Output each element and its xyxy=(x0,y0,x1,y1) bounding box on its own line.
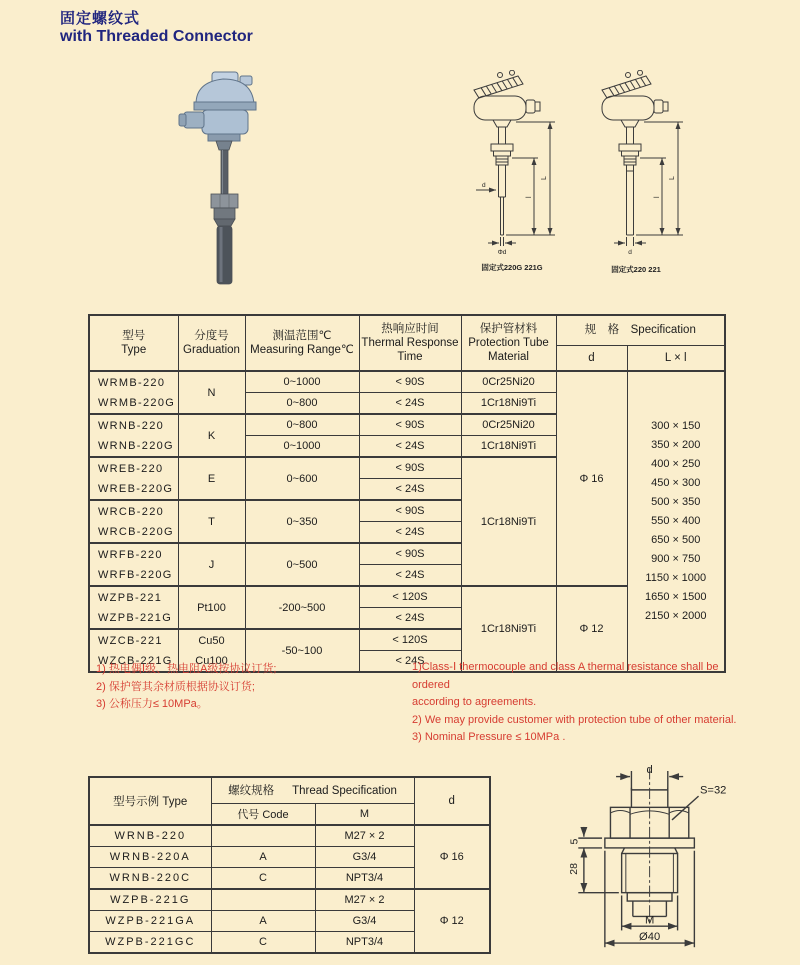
cell-type: WRNB-220 xyxy=(89,825,211,847)
cell-m: NPT3/4 xyxy=(315,868,414,890)
col-header-material: 保护管材料 Protection Tube Material xyxy=(461,315,556,371)
dim-label-d-left: d xyxy=(482,182,486,189)
cell-m: M27 × 2 xyxy=(315,889,414,911)
cell-graduation: N xyxy=(178,371,245,414)
cell-code xyxy=(211,889,315,911)
cell-range: -200~500 xyxy=(245,586,359,629)
col-header-graduation: 分度号 Graduation xyxy=(178,315,245,371)
cell-graduation: J xyxy=(178,543,245,586)
cell-type: WRCB-220 WRCB-220G xyxy=(89,500,178,543)
drawing-uniform-probe xyxy=(602,70,683,246)
col-header-d: d xyxy=(414,777,490,825)
dim-label-28: 28 xyxy=(568,863,580,875)
cell-time: < 90S xyxy=(359,414,461,436)
cell-m: G3/4 xyxy=(315,847,414,868)
cell-range: 0~500 xyxy=(245,543,359,586)
cell-diameter: Φ 16 xyxy=(556,371,627,586)
cell-m: NPT3/4 xyxy=(315,932,414,954)
col-header-lxl: L × l xyxy=(627,345,725,371)
table-row xyxy=(89,889,490,911)
dim-label-L-left: L xyxy=(541,176,548,180)
cell-range: 0~1000 xyxy=(245,371,359,393)
col-header-m: M xyxy=(315,803,414,825)
dim-label-dia40: Ø40 xyxy=(639,931,661,944)
cell-material: 1Cr18Ni9Ti xyxy=(461,586,556,672)
cell-material: 0Cr25Ni20 xyxy=(461,414,556,436)
cell-range: 0~350 xyxy=(245,500,359,543)
dim-label-tip-left: Φd xyxy=(497,249,507,256)
table-row xyxy=(89,825,490,847)
cell-type: WZPB-221G xyxy=(89,889,211,911)
note-line: 2) 保护管其余材质根据协议订货; xyxy=(96,680,255,693)
cell-graduation: T xyxy=(178,500,245,543)
dim-label-l-right: l xyxy=(654,196,661,198)
cell-type: WRNB-220C xyxy=(89,868,211,890)
cell-code: A xyxy=(211,847,315,868)
table-row xyxy=(89,371,725,393)
cell-code xyxy=(211,825,315,847)
dim-label-tip-right: d xyxy=(628,249,632,256)
note-line: 1)Class-Ⅰ thermocouple and class A thermal resistance shall be ordered xyxy=(412,661,719,691)
cell-material: 0Cr25Ni20 xyxy=(461,371,556,393)
cell-time: < 120S xyxy=(359,586,461,608)
col-header-specification: 规 格 Specification xyxy=(556,315,725,345)
cell-range: 0~600 xyxy=(245,457,359,500)
col-header-d: d xyxy=(556,345,627,371)
cell-range: -50~100 xyxy=(245,629,359,672)
cell-type: WZPB-221GA xyxy=(89,911,211,932)
note-line: 3) 公称压力≤ 10MPa。 xyxy=(96,698,208,710)
cell-graduation: K xyxy=(178,414,245,457)
dim-label-L-right: L xyxy=(669,176,676,180)
col-header-response-time: 热响应时间 Thermal Response Time xyxy=(359,315,461,371)
cell-m: M27 × 2 xyxy=(315,825,414,847)
cell-range: 0~1000 xyxy=(245,436,359,458)
cell-graduation: Pt100 xyxy=(178,586,245,629)
dim-label-d: d xyxy=(646,764,653,777)
cell-code: A xyxy=(211,911,315,932)
cell-time: < 90S xyxy=(359,457,461,479)
cell-time: < 24S xyxy=(359,393,461,415)
connector-dimension-drawing xyxy=(560,757,770,957)
drawing-caption-left: 固定式220G 221G xyxy=(481,263,543,272)
cell-range: 0~800 xyxy=(245,414,359,436)
cell-time: < 24S xyxy=(359,651,461,673)
notes-chinese xyxy=(96,661,406,714)
cell-type: WZPB-221 WZPB-221G xyxy=(89,586,178,629)
dim-label-l-left: l xyxy=(526,196,533,198)
header-row xyxy=(89,315,725,345)
cell-type: WRFB-220 WRFB-220G xyxy=(89,543,178,586)
col-header-code: 代号 Code xyxy=(211,803,315,825)
notes-english xyxy=(412,659,757,747)
col-header-type-example: 型号示例 Type xyxy=(89,777,211,825)
note-line: according to agreements. xyxy=(412,696,537,708)
col-header-range: 测温范围℃ Measuring Range℃ xyxy=(245,315,359,371)
cell-time: < 24S xyxy=(359,565,461,587)
cell-diameter: Φ 12 xyxy=(556,586,627,672)
cell-range: 0~800 xyxy=(245,393,359,415)
cell-code: C xyxy=(211,932,315,954)
note-line: 1) 热电偶Ⅰ级、热电阻A级按协议订货; xyxy=(96,663,277,675)
cell-graduation: E xyxy=(178,457,245,500)
technical-drawings xyxy=(460,70,715,280)
cell-lxl-list: 300 × 150 350 × 200 400 × 250 450 × 300 500 × 350 550 × 400 650 × 500 900 × 750 1150 × 1000 1650 × 1500 2150 × 2000 xyxy=(627,371,725,672)
cell-time: < 90S xyxy=(359,500,461,522)
cell-material: 1Cr18Ni9Ti xyxy=(461,457,556,586)
cell-type: WRMB-220 WRMB-220G xyxy=(89,371,178,414)
drawing-caption-right: 固定式220 221 xyxy=(611,265,661,274)
cell-material: 1Cr18Ni9Ti xyxy=(461,436,556,458)
page-title-chinese: 固定螺纹式 xyxy=(60,10,141,27)
cell-diameter: Φ 12 xyxy=(414,889,490,953)
thermocouple-photo xyxy=(152,66,327,294)
cell-graduation: Cu50 Cu100 xyxy=(178,629,245,672)
cell-type: WZCB-221 WZCB-221G xyxy=(89,629,178,672)
col-header-type: 型号 Type xyxy=(89,315,178,371)
cell-diameter: Φ 16 xyxy=(414,825,490,889)
dim-label-s32: S=32 xyxy=(699,784,727,797)
cell-code: C xyxy=(211,868,315,890)
note-line: 3) Nominal Pressure ≤ 10MPa . xyxy=(412,731,566,743)
cell-time: < 90S xyxy=(359,543,461,565)
cell-time: < 90S xyxy=(359,371,461,393)
cell-type: WZPB-221GC xyxy=(89,932,211,954)
dim-label-5: 5 xyxy=(569,838,581,845)
cell-material: 1Cr18Ni9Ti xyxy=(461,393,556,415)
drawing-stepped-probe xyxy=(474,70,555,246)
header-row xyxy=(89,777,490,803)
note-line: 2) We may provide customer with protection tube of other material. xyxy=(412,713,737,726)
cell-type: WREB-220 WREB-220G xyxy=(89,457,178,500)
cell-type: WRNB-220 WRNB-220G xyxy=(89,414,178,457)
cell-type: WRNB-220A xyxy=(89,847,211,868)
cell-time: < 120S xyxy=(359,629,461,651)
cell-time: < 24S xyxy=(359,608,461,630)
cell-m: G3/4 xyxy=(315,911,414,932)
dim-label-m: M xyxy=(644,914,655,927)
spec-table xyxy=(88,314,726,673)
cell-time: < 24S xyxy=(359,436,461,458)
cell-time: < 24S xyxy=(359,479,461,501)
page-title-english: with Threaded Connector xyxy=(60,28,253,45)
thread-spec-table xyxy=(88,776,491,954)
col-header-thread-spec: 螺纹规格 Thread Specification xyxy=(211,777,414,803)
cell-time: < 24S xyxy=(359,522,461,544)
